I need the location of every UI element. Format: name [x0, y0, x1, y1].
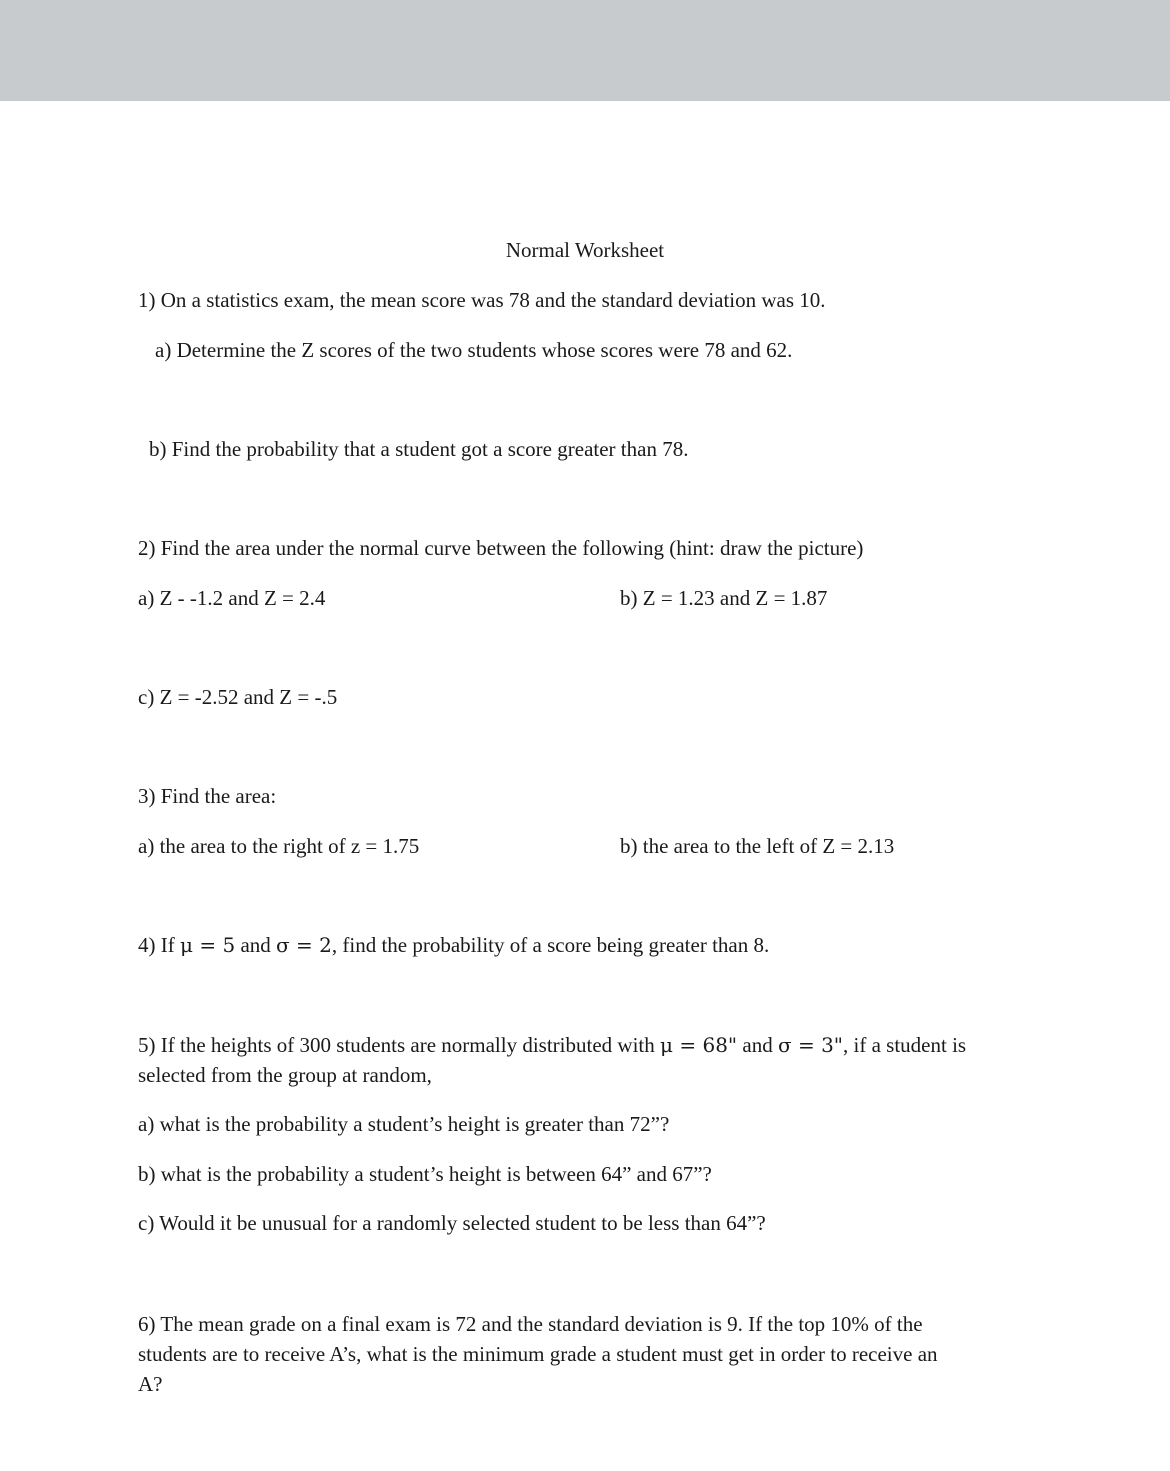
worksheet-page [0, 101, 1170, 1471]
question-5-mu: μ = 68" [660, 1033, 738, 1057]
question-6-line2: students are to receive A’s, what is the minimum grade a student must get in order to receive an [138, 1342, 938, 1366]
question-5c: c) Would it be unusual for a randomly selected student to be less than 64”? [138, 1211, 766, 1235]
question-3b: b) the area to the left of Z = 2.13 [620, 834, 895, 858]
question-5-suffix: , if a student is [843, 1033, 967, 1057]
top-gray-bar [0, 0, 1170, 101]
question-1a: a) Determine the Z scores of the two students whose scores were 78 and 62. [155, 338, 793, 362]
question-4-mid: and [235, 933, 277, 957]
question-2a: a) Z - -1.2 and Z = 2.4 [138, 586, 326, 610]
question-5b: b) what is the probability a student’s height is between 64” and 67”? [138, 1162, 712, 1186]
question-5-stem-line2: selected from the group at random, [138, 1063, 432, 1087]
question-5-mid: and [737, 1033, 778, 1057]
question-5-sigma: σ = 3" [777, 1033, 844, 1057]
question-4 [138, 930, 769, 961]
question-5-stem [138, 1030, 966, 1061]
question-1-stem: 1) On a statistics exam, the mean score was 78 and the standard deviation was 10. [138, 288, 826, 312]
question-5a: a) what is the probability a student’s height is greater than 72”? [138, 1112, 670, 1136]
question-4-mu: μ = 5 [179, 933, 236, 957]
page-title: Normal Worksheet [505, 238, 665, 262]
question-2c: c) Z = -2.52 and Z = -.5 [138, 685, 338, 709]
question-6-line3: A? [138, 1372, 163, 1396]
question-4-suffix: , find the probability of a score being greater than 8. [331, 933, 770, 957]
question-3a: a) the area to the right of z = 1.75 [138, 834, 420, 858]
question-3-stem: 3) Find the area: [138, 784, 277, 808]
question-4-sigma: σ = 2 [276, 933, 332, 957]
question-6-line1: 6) The mean grade on a final exam is 72 and the standard deviation is 9. If the top 10% of the [138, 1312, 923, 1336]
question-2b: b) Z = 1.23 and Z = 1.87 [620, 586, 828, 610]
question-1b: b) Find the probability that a student got a score greater than 78. [149, 437, 689, 461]
question-4-prefix: 4) If [138, 933, 180, 957]
question-2-stem: 2) Find the area under the normal curve between the following (hint: draw the picture) [138, 536, 864, 560]
question-5-prefix: 5) If the heights of 300 students are normally distributed with [138, 1033, 660, 1057]
